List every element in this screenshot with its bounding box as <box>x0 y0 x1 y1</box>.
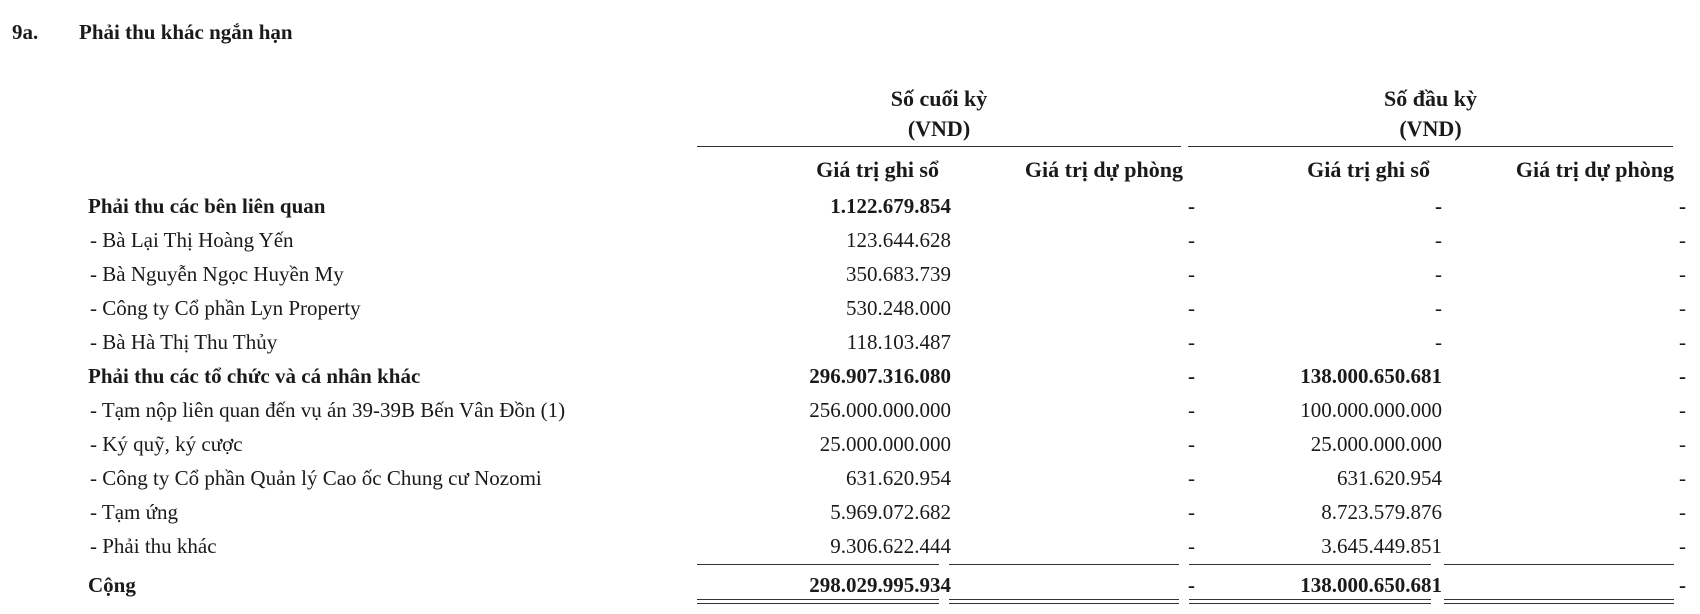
table-row <box>78 359 1686 393</box>
total-double-rule-1 <box>697 599 939 604</box>
end-carrying-value: 350.683.739 <box>846 261 951 286</box>
end-provision-value: - <box>1188 261 1195 286</box>
begin-carrying-value: - <box>1435 329 1442 354</box>
end-provision-value: - <box>1188 465 1195 490</box>
begin-provision-value: - <box>1679 499 1686 524</box>
total-top-rule-3 <box>1189 564 1431 565</box>
table-row <box>78 529 1686 563</box>
total-double-rule-3 <box>1189 599 1431 604</box>
section-title: Phải thu khác ngắn hạn <box>79 20 293 44</box>
begin-carrying-value: 25.000.000.000 <box>1310 431 1442 456</box>
total-top-rule-1 <box>697 564 939 565</box>
begin-provision-value: - <box>1679 193 1686 218</box>
end-carrying-value: 530.248.000 <box>846 295 951 320</box>
period-end-header <box>697 84 1181 144</box>
end-carrying-value: 256.000.000.000 <box>809 397 951 422</box>
end-carrying-value: 25.000.000.000 <box>819 431 951 456</box>
begin-provision-value: - <box>1679 363 1686 388</box>
total-begin-carrying-value: 138.000.650.681 <box>1300 572 1442 597</box>
col-header-begin-provision: Giá trị dự phòng <box>1515 157 1674 182</box>
total-label: Cộng <box>88 572 136 597</box>
begin-carrying-value: 100.000.000.000 <box>1300 397 1442 422</box>
receivables-table <box>78 189 1686 607</box>
total-end-provision-value: - <box>1188 572 1195 597</box>
row-label: Phải thu các bên liên quan <box>88 193 326 218</box>
period-begin-rule <box>1188 146 1673 147</box>
begin-provision-value: - <box>1679 533 1686 558</box>
row-label: - Ký quỹ, ký cược <box>90 431 243 456</box>
end-carrying-value: 5.969.072.682 <box>830 499 951 524</box>
end-provision-value: - <box>1188 363 1195 388</box>
table-row <box>78 427 1686 461</box>
total-double-rule-4 <box>1444 599 1674 604</box>
end-provision-value: - <box>1188 533 1195 558</box>
period-end-rule <box>697 146 1181 147</box>
row-label: - Bà Nguyễn Ngọc Huyền My <box>90 261 344 286</box>
end-provision-value: - <box>1188 193 1195 218</box>
period-end-unit: (VND) <box>907 116 971 141</box>
begin-carrying-value: 631.620.954 <box>1337 465 1442 490</box>
row-label: Phải thu các tổ chức và cá nhân khác <box>88 363 421 388</box>
row-label: - Bà Hà Thị Thu Thủy <box>90 329 278 354</box>
begin-carrying-value: - <box>1435 193 1442 218</box>
end-provision-value: - <box>1188 227 1195 252</box>
end-carrying-value: 118.103.487 <box>846 329 951 354</box>
begin-carrying-value: - <box>1435 261 1442 286</box>
begin-carrying-value: 8.723.579.876 <box>1321 499 1442 524</box>
total-double-rule-2 <box>949 599 1179 604</box>
end-carrying-value: 1.122.679.854 <box>830 193 951 218</box>
end-carrying-value: 631.620.954 <box>846 465 951 490</box>
period-begin-label: Số đầu kỳ <box>1384 86 1477 111</box>
section-heading <box>12 20 293 45</box>
end-carrying-value: 123.644.628 <box>846 227 951 252</box>
receivables-table-body <box>78 189 1686 607</box>
period-begin-unit: (VND) <box>1399 116 1462 141</box>
begin-provision-value: - <box>1679 329 1686 354</box>
row-label: - Công ty Cổ phần Lyn Property <box>90 295 361 320</box>
begin-carrying-value: 138.000.650.681 <box>1300 363 1442 388</box>
period-begin-header <box>1188 84 1673 144</box>
row-label: - Công ty Cổ phần Quản lý Cao ốc Chung cư Nozomi <box>90 465 542 490</box>
end-provision-value: - <box>1188 499 1195 524</box>
begin-carrying-value: 3.645.449.851 <box>1321 533 1442 558</box>
begin-provision-value: - <box>1679 465 1686 490</box>
total-end-carrying-value: 298.029.995.934 <box>809 572 951 597</box>
begin-carrying-value: - <box>1435 295 1442 320</box>
row-label: - Tạm ứng <box>90 499 178 524</box>
total-top-rule-2 <box>949 564 1179 565</box>
table-row <box>78 495 1686 529</box>
begin-provision-value: - <box>1679 295 1686 320</box>
end-provision-value: - <box>1188 431 1195 456</box>
period-end-label: Số cuối kỳ <box>890 86 988 111</box>
row-label: - Bà Lại Thị Hoàng Yến <box>90 227 294 252</box>
end-provision-value: - <box>1188 329 1195 354</box>
table-row <box>78 461 1686 495</box>
end-carrying-value: 9.306.622.444 <box>830 533 951 558</box>
begin-provision-value: - <box>1679 431 1686 456</box>
total-begin-provision-value: - <box>1679 572 1686 597</box>
table-row <box>78 291 1686 325</box>
table-row <box>78 223 1686 257</box>
col-header-end-carrying: Giá trị ghi sổ <box>816 157 939 182</box>
begin-provision-value: - <box>1679 261 1686 286</box>
end-carrying-value: 296.907.316.080 <box>809 363 951 388</box>
row-label: - Phải thu khác <box>90 533 217 558</box>
table-row <box>78 325 1686 359</box>
end-provision-value: - <box>1188 295 1195 320</box>
table-row <box>78 257 1686 291</box>
section-number: 9a. <box>12 20 39 44</box>
begin-carrying-value: - <box>1435 227 1442 252</box>
table-row <box>78 393 1686 427</box>
begin-provision-value: - <box>1679 397 1686 422</box>
total-top-rule-4 <box>1444 564 1674 565</box>
table-row <box>78 189 1686 223</box>
row-label: - Tạm nộp liên quan đến vụ án 39-39B Bến Vân Đồn (1) <box>90 397 566 422</box>
end-provision-value: - <box>1188 397 1195 422</box>
col-header-end-provision: Giá trị dự phòng <box>1024 157 1183 182</box>
begin-provision-value: - <box>1679 227 1686 252</box>
col-header-begin-carrying: Giá trị ghi sổ <box>1307 157 1430 182</box>
